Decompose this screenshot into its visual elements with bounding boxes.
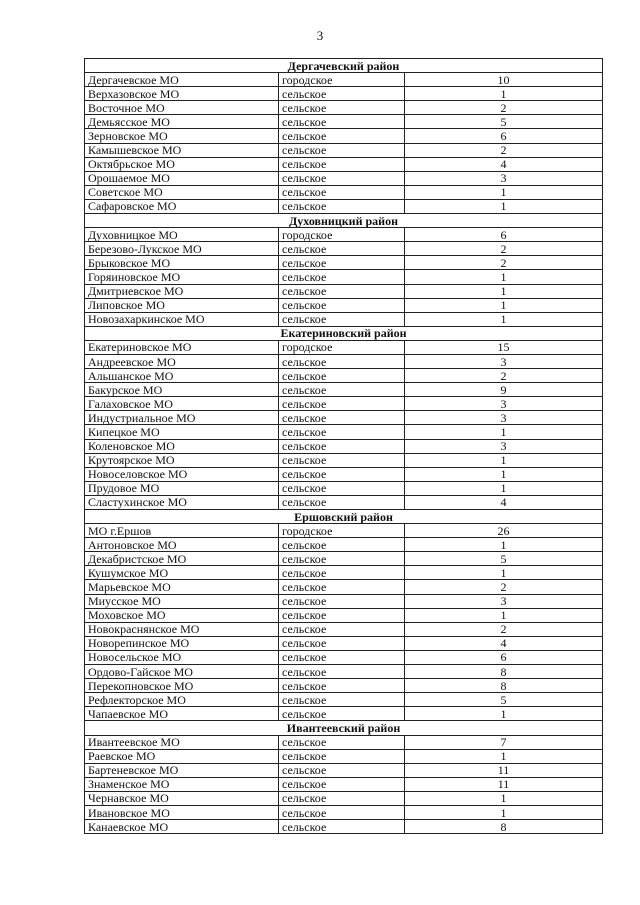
table-row [85,707,603,721]
municipality-name: Рефлекторское МО [85,693,279,707]
settlement-type: сельское [279,777,405,791]
table-row [85,425,603,439]
settlement-count: 3 [405,397,603,411]
settlement-count: 1 [405,270,603,284]
settlement-type: сельское [279,143,405,157]
settlement-type: сельское [279,805,405,819]
table-row [85,693,603,707]
district-name: Ивантеевский район [85,721,603,735]
municipality-name: Марьевское МО [85,580,279,594]
table-body [85,59,603,834]
settlement-count: 6 [405,228,603,242]
settlement-count: 15 [405,340,603,354]
settlement-count: 1 [405,538,603,552]
municipality-name: Новоселовское МО [85,467,279,481]
municipality-name: Новозахаркинское МО [85,312,279,326]
settlement-type: сельское [279,707,405,721]
settlement-count: 11 [405,763,603,777]
settlement-count: 1 [405,312,603,326]
municipality-name: Советское МО [85,185,279,199]
table-row [85,749,603,763]
municipality-name: Перекопновское МО [85,679,279,693]
district-name: Екатериновский район [85,326,603,340]
settlement-type: сельское [279,242,405,256]
settlement-type: сельское [279,820,405,834]
table-row [85,453,603,467]
settlement-count: 2 [405,622,603,636]
settlement-type: сельское [279,636,405,650]
district-header-row [85,214,603,228]
settlement-type: городское [279,524,405,538]
district-header-row [85,510,603,524]
settlement-count: 8 [405,820,603,834]
table-row [85,679,603,693]
municipality-name: Знаменское МО [85,777,279,791]
settlement-type: сельское [279,608,405,622]
settlement-count: 3 [405,594,603,608]
settlement-count: 9 [405,383,603,397]
settlement-count: 2 [405,242,603,256]
settlement-count: 2 [405,580,603,594]
table-row [85,665,603,679]
municipality-name: Декабристское МО [85,552,279,566]
municipality-name: Кипецкое МО [85,425,279,439]
municipality-name: Сластухинское МО [85,495,279,509]
settlement-type: сельское [279,693,405,707]
settlement-count: 3 [405,411,603,425]
settlement-type: сельское [279,495,405,509]
table-row [85,129,603,143]
municipality-name: Кушумское МО [85,566,279,580]
municipality-name: Канаевское МО [85,820,279,834]
district-name: Духовницкий район [85,214,603,228]
settlement-count: 1 [405,707,603,721]
municipality-name: Липовское МО [85,298,279,312]
settlement-count: 1 [405,566,603,580]
settlement-type: сельское [279,566,405,580]
municipality-name: Верхазовское МО [85,87,279,101]
settlement-type: сельское [279,749,405,763]
settlement-count: 10 [405,73,603,87]
table-row [85,256,603,270]
settlement-type: сельское [279,87,405,101]
municipality-name: Новокраснянское МО [85,622,279,636]
settlement-count: 4 [405,495,603,509]
table-row [85,185,603,199]
municipality-name: Камышевское МО [85,143,279,157]
settlement-count: 4 [405,157,603,171]
table-row [85,481,603,495]
table-row [85,622,603,636]
settlement-count: 1 [405,425,603,439]
settlement-type: сельское [279,425,405,439]
table-row [85,340,603,354]
district-name: Ершовский район [85,510,603,524]
settlement-count: 8 [405,679,603,693]
table-row [85,397,603,411]
settlement-type: сельское [279,157,405,171]
settlement-type: сельское [279,115,405,129]
municipality-name: Галаховское МО [85,397,279,411]
settlement-count: 1 [405,87,603,101]
municipality-name: Новорепинское МО [85,636,279,650]
municipality-name: Индустриальное МО [85,411,279,425]
settlement-type: сельское [279,538,405,552]
municipality-name: Екатериновское МО [85,340,279,354]
municipalities-table [84,58,603,834]
settlement-type: сельское [279,665,405,679]
table-row [85,538,603,552]
table-row [85,791,603,805]
settlement-type: сельское [279,453,405,467]
municipality-name: Восточное МО [85,101,279,115]
settlement-type: сельское [279,129,405,143]
settlement-type: городское [279,73,405,87]
settlement-type: сельское [279,354,405,368]
settlement-count: 2 [405,369,603,383]
municipality-name: Сафаровское МО [85,199,279,213]
settlement-type: сельское [279,312,405,326]
municipality-name: Чапаевское МО [85,707,279,721]
settlement-type: сельское [279,199,405,213]
settlement-type: сельское [279,552,405,566]
settlement-type: городское [279,228,405,242]
table-row [85,650,603,664]
settlement-type: сельское [279,383,405,397]
municipality-name: Чернавское МО [85,791,279,805]
municipality-name: Октябрьское МО [85,157,279,171]
table-row [85,467,603,481]
settlement-count: 1 [405,185,603,199]
settlement-type: сельское [279,270,405,284]
settlement-type: сельское [279,101,405,115]
settlement-type: сельское [279,679,405,693]
municipality-name: Антоновское МО [85,538,279,552]
settlement-type: сельское [279,467,405,481]
district-header-row [85,721,603,735]
table-row [85,580,603,594]
settlement-count: 2 [405,143,603,157]
settlement-count: 1 [405,284,603,298]
settlement-count: 4 [405,636,603,650]
table-row [85,439,603,453]
settlement-type: сельское [279,481,405,495]
settlement-type: сельское [279,171,405,185]
settlement-type: городское [279,340,405,354]
municipality-name: МО г.Ершов [85,524,279,538]
table-row [85,566,603,580]
settlement-type: сельское [279,791,405,805]
municipality-name: Орошаемое МО [85,171,279,185]
municipality-name: Моховское МО [85,608,279,622]
table-row [85,157,603,171]
settlement-type: сельское [279,256,405,270]
municipality-name: Дергачевское МО [85,73,279,87]
table-row [85,608,603,622]
table-row [85,552,603,566]
municipality-name: Прудовое МО [85,481,279,495]
settlement-count: 1 [405,805,603,819]
settlement-count: 5 [405,115,603,129]
municipality-name: Крутоярское МО [85,453,279,467]
settlement-count: 1 [405,298,603,312]
municipality-name: Новосельское МО [85,650,279,664]
municipality-name: Альшанское МО [85,369,279,383]
table-row [85,171,603,185]
settlement-count: 3 [405,354,603,368]
table-row [85,763,603,777]
table-row [85,524,603,538]
settlement-count: 1 [405,467,603,481]
municipality-name: Андреевское МО [85,354,279,368]
page-number: 3 [316,28,324,43]
municipality-name: Бакурское МО [85,383,279,397]
settlement-count: 2 [405,256,603,270]
table-row [85,73,603,87]
table-row [85,143,603,157]
municipality-name: Зерновское МО [85,129,279,143]
settlement-count: 3 [405,439,603,453]
settlement-count: 26 [405,524,603,538]
table-row [85,636,603,650]
settlement-type: сельское [279,439,405,453]
municipality-name: Коленовское МО [85,439,279,453]
table-row [85,805,603,819]
settlement-type: сельское [279,369,405,383]
settlement-count: 3 [405,171,603,185]
table-row [85,242,603,256]
settlement-count: 11 [405,777,603,791]
table-row [85,87,603,101]
settlement-count: 5 [405,693,603,707]
table-row [85,735,603,749]
settlement-type: сельское [279,298,405,312]
settlement-type: сельское [279,735,405,749]
district-header-row [85,326,603,340]
municipality-name: Бартеневское МО [85,763,279,777]
municipality-name: Духовницкое МО [85,228,279,242]
municipality-name: Миусское МО [85,594,279,608]
settlement-count: 6 [405,650,603,664]
settlement-type: сельское [279,594,405,608]
table-row [85,354,603,368]
settlement-count: 2 [405,101,603,115]
settlement-count: 7 [405,735,603,749]
municipality-name: Ивантеевское МО [85,735,279,749]
municipality-name: Раевское МО [85,749,279,763]
table-row [85,820,603,834]
settlement-type: сельское [279,411,405,425]
table-row [85,777,603,791]
settlement-type: сельское [279,185,405,199]
settlement-count: 1 [405,481,603,495]
settlement-type: сельское [279,580,405,594]
table-row [85,228,603,242]
table-row [85,411,603,425]
municipality-name: Брыковское МО [85,256,279,270]
municipality-name: Ивановское МО [85,805,279,819]
table-row [85,284,603,298]
table-row [85,312,603,326]
district-header-row [85,59,603,73]
settlement-count: 1 [405,199,603,213]
municipality-name: Горяиновское МО [85,270,279,284]
table-row [85,369,603,383]
settlement-type: сельское [279,650,405,664]
table-row [85,594,603,608]
table-row [85,495,603,509]
settlement-count: 1 [405,791,603,805]
settlement-type: сельское [279,622,405,636]
table-row [85,298,603,312]
table-row [85,270,603,284]
municipality-name: Демьясское МО [85,115,279,129]
settlement-count: 8 [405,665,603,679]
table-row [85,199,603,213]
settlement-type: сельское [279,284,405,298]
settlement-count: 1 [405,453,603,467]
municipality-name: Дмитриевское МО [85,284,279,298]
municipality-name: Березово-Лукское МО [85,242,279,256]
settlement-count: 5 [405,552,603,566]
table-row [85,383,603,397]
settlement-type: сельское [279,763,405,777]
settlement-count: 6 [405,129,603,143]
district-name: Дергачевский район [85,59,603,73]
municipality-name: Ордово-Гайское МО [85,665,279,679]
table-row [85,115,603,129]
settlement-type: сельское [279,397,405,411]
table-row [85,101,603,115]
settlement-count: 1 [405,749,603,763]
settlement-count: 1 [405,608,603,622]
